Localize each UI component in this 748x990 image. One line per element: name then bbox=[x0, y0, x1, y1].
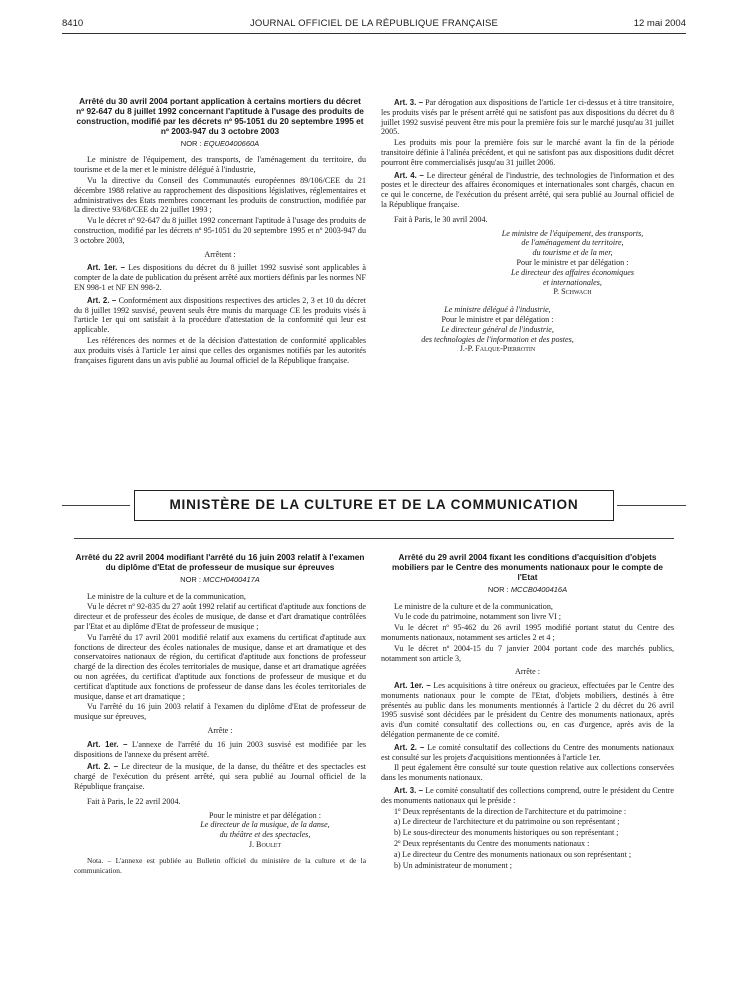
decree2-article-2: Art. 2. – Le directeur de la musique, de la danse, du théâtre et des spectacles est chargé de l'exécution du présent arrêté, qui sera publié au Journal officiel de la République française. bbox=[74, 762, 366, 791]
decree3-paragraph: Le ministre de la culture et de la communication, bbox=[394, 601, 553, 611]
decree3-paragraph: Vu le décret nº 2004-15 du 7 janvier 2004 portant code des marchés publics, notamment son article 3, bbox=[381, 643, 674, 663]
decree3-list-item: b) Le sous-directeur des monuments historiques ou son représentant ; bbox=[394, 828, 619, 838]
decree3-nor: NOR : MCCB0400416A bbox=[487, 584, 568, 594]
decree3 bbox=[381, 553, 674, 871]
decree1-paragraph: Les références des normes et de la décision d'attestation de conformité applicables aux produits visés à l'article 1er ainsi que celles des organismes notifiés par les autorités françaises figurent dans un avis publié au Journal officiel de la République française. bbox=[74, 335, 366, 365]
decree2-paragraph: Vu l'arrêté du 16 juin 2003 relatif à l'examen du diplôme d'Etat de professeur de musique sur épreuves, bbox=[74, 702, 366, 722]
section-rule bbox=[74, 538, 674, 539]
decree3-list-item: 2º Deux représentants du Centre des monuments nationaux : bbox=[394, 839, 590, 849]
header-rule bbox=[62, 33, 686, 34]
decree2-paragraph: Vu le décret nº 92-835 du 27 août 1992 relatif au certificat d'aptitude aux fonctions de directeur et de professeur des écoles de musique, de danse et d'art dramatique contrôlées par l'Etat et au diplôme d'Etat de professeur de musique ; bbox=[74, 602, 366, 631]
decree3-paragraph: Vu le décret nº 95-462 du 26 avril 1995 modifié portant statut du Centre des monuments nationaux, notamment ses articles 2 et 4 ; bbox=[381, 623, 674, 642]
decree2-article-1: Art. 1er. – L'annexe de l'arrêté du 16 juin 2003 susvisé est modifiée par les dispositions de l'annexe du présent arrêté. bbox=[74, 739, 366, 759]
decree2-nor: NOR : MCCH0400417A bbox=[180, 574, 260, 584]
banner-right-rule bbox=[617, 505, 686, 506]
decree1-paragraph: Vu le décret nº 92-647 du 8 juillet 1992 concernant l'aptitude à l'usage des produits de construction, modifié par les décrets nº 95-1051 du 20 septembre 1995 et nº 2003-947 du 3 octobre 2003, bbox=[74, 216, 366, 245]
decree3-list-item: a) Le directeur du Centre des monuments nationaux ou son représentant ; bbox=[394, 849, 632, 859]
decree1-article-2: Art. 2. – Conformément aux dispositions respectives des articles 2, 3 et 10 du décret du 8 juillet 1992 susvisé, peuvent seuls être munis du marquage CE les produits visés à l'article 1er qui ont satisfait à la procédure d'attestation de la conformité qui leur est applicable. bbox=[74, 295, 366, 335]
decree3-list-item: 1º Deux représentants de la direction de l'architecture et du patrimoine : bbox=[394, 806, 627, 816]
decree1-part2 bbox=[381, 98, 674, 354]
decree1-paragraph: Le ministre de l'équipement, des transports, de l'aménagement du territoire, du tourisme et de la mer et le ministre délégué à l'industrie, bbox=[74, 155, 366, 175]
decree1-article-3: Art. 3. – Par dérogation aux dispositions de l'article 1er ci-dessus et à titre transitoire, les produits visés par le présent arrêté qui ne satisfont pas aux dispositions du décret du 8 juillet 1992 susvisé peuvent être mis pour la première fois sur le marché jusqu'au 31 juillet 2005. bbox=[381, 98, 674, 137]
decree1-article-4: Art. 4. – Le directeur général de l'industrie, des technologies de l'information et des postes et le directeur des affaires économiques et internationales sont chargés, chacun en ce qui le concerne, de l'exécution du présent arrêté, qui sera publié au Journal officiel de la République française. bbox=[381, 170, 674, 209]
decree3-list-item: a) Le directeur de l'architecture et du patrimoine ou son représentant ; bbox=[394, 817, 620, 827]
ministry-banner bbox=[134, 490, 614, 521]
decree2-paragraph: Le ministre de la culture et de la communication, bbox=[87, 591, 246, 601]
decree2-title: Arrêté du 22 avril 2004 modifiant l'arrêté du 16 juin 2003 relatif à l'examen du diplôme d'Etat de professeur de musique sur épreuves bbox=[75, 552, 365, 572]
decree2-arrete: Arrête : bbox=[207, 725, 233, 735]
decree3-arrete: Arrête : bbox=[515, 667, 540, 677]
decree1-fait: Fait à Paris, le 30 avril 2004. bbox=[394, 214, 488, 224]
decree3-article-3: Art. 3. – Le comité consultatif des collections comprend, outre le président du Centre des monuments nationaux qui le préside : bbox=[381, 786, 674, 805]
page-number: 8410 bbox=[62, 18, 84, 29]
decree2-fait: Fait à Paris, le 22 avril 2004. bbox=[87, 796, 181, 806]
decree3-list-item: b) Un administrateur de monument ; bbox=[394, 860, 513, 870]
decree1-paragraph: Vu la directive du Conseil des Communautés européennes 89/106/CEE du 21 décembre 1988 relative au rapprochement des dispositions législatives, réglementaires et administratives des Etats membres concernant les produits de construction, modifiée par la directive 93/68/CEE du 22 juillet 1993 ; bbox=[74, 176, 366, 215]
journal-title: JOURNAL OFFICIEL DE LA RÉPUBLIQUE FRANÇAISE bbox=[249, 18, 499, 29]
decree1-nor: NOR : EQUE0400660A bbox=[180, 138, 260, 148]
decree3-title: Arrêté du 29 avril 2004 fixant les conditions d'acquisition d'objets mobiliers par le Centre des monuments nationaux pour le compte de l'Etat bbox=[391, 552, 664, 582]
decree1-part1 bbox=[74, 97, 366, 366]
decree1-signature-2: Le ministre délégué à l'industrie, Pour le ministre et par délégation : Le directeur général de l'industrie, des technologies de l'information et des postes, J.-P. Falque-Pierrotin bbox=[421, 305, 574, 354]
page-header bbox=[62, 18, 686, 34]
decree3-paragraph: Il peut également être consulté sur toute question relative aux collections conservées dans les monuments nationaux. bbox=[381, 763, 674, 783]
decree1-article-1: Art. 1er. – Les dispositions du décret du 8 juillet 1992 susvisé sont applicables à compter de la date de publication du présent arrêté aux mortiers définis par les normes NF EN 998-1 et NF EN 998-2. bbox=[74, 263, 366, 292]
decree1-paragraph: Les produits mis pour la première fois sur le marché avant la fin de la période transitoire définie à l'alinéa précédent, et qui ne satisfont pas aux dispositions dudit décret pourront être commercialisés jusqu'au 31 juillet 2006. bbox=[381, 138, 674, 167]
decree2-note: Nota. – L'annexe est publiée au Bulletin officiel du ministère de la culture et de la communication. bbox=[74, 855, 366, 875]
decree1-arretent: Arrêtent : bbox=[204, 249, 236, 259]
ministry-banner-text: MINISTÈRE DE LA CULTURE ET DE LA COMMUNICATION bbox=[169, 497, 579, 512]
issue-date: 12 mai 2004 bbox=[633, 18, 686, 29]
decree3-paragraph: Vu le code du patrimoine, notamment son livre VI ; bbox=[394, 612, 562, 622]
decree3-article-1: Art. 1er. – Les acquisitions à titre onéreux ou gracieux, effectuées par le Centre des monuments nationaux pour le compte de l'Etat, d'objets mobiliers, destinés à être présentés au public dans les monuments mentionnés à l'article 2 du décret du 26 avril 1995 susvisé sont décidées par le président du Centre des monuments nationaux, après avis d'un comité consultatif des collections ou, en cas d'urgence, après avis de la délégation permanente de ce comité. bbox=[381, 681, 674, 740]
decree1-title: Arrêté du 30 avril 2004 portant application à certains mortiers du décret nº 92-647 du 8 juillet 1992 concernant l'aptitude à l'usage des produits de construction, modifié par les décrets nº 95-1051 du 20 septembre 1995 et nº 2003-947 du 3 octobre 2003 bbox=[76, 96, 364, 136]
decree2-signature: Pour le ministre et par délégation : Le directeur de la musique, de la danse, du théâtre et des spectacles, J. Boulet bbox=[200, 810, 330, 849]
banner-left-rule bbox=[62, 505, 130, 506]
decree2 bbox=[74, 553, 366, 876]
decree2-paragraph: Vu l'arrêté du 17 avril 2001 modifié relatif aux examens du certificat d'aptitude aux fonctions de directeur des écoles nationales de musique, danse et art dramatique et des conservatoires nationaux de région, du certificat d'aptitude aux fonctions de professeur chargé de la direction des écoles territoriales de musique, danse et art dramatique agréées ou non agréées, du certificat d'aptitude aux fonctions de professeur de musique et du certificat d'aptitude aux fonctions de professeur de danse dans les écoles territoriales de musique, danse et art dramatique ; bbox=[74, 632, 366, 701]
decree1-signature-1: Le ministre de l'équipement, des transports, de l'aménagement du territoire, du tourisme et de la mer, Pour le ministre et par délégation : Le directeur des affaires économiques et internationales, P. Schwach bbox=[501, 228, 644, 297]
decree3-article-2: Art. 2. – Le comité consultatif des collections du Centre des monuments nationaux est consulté sur les projets d'acquisitions mentionnées à l'article 1er. bbox=[381, 742, 674, 762]
